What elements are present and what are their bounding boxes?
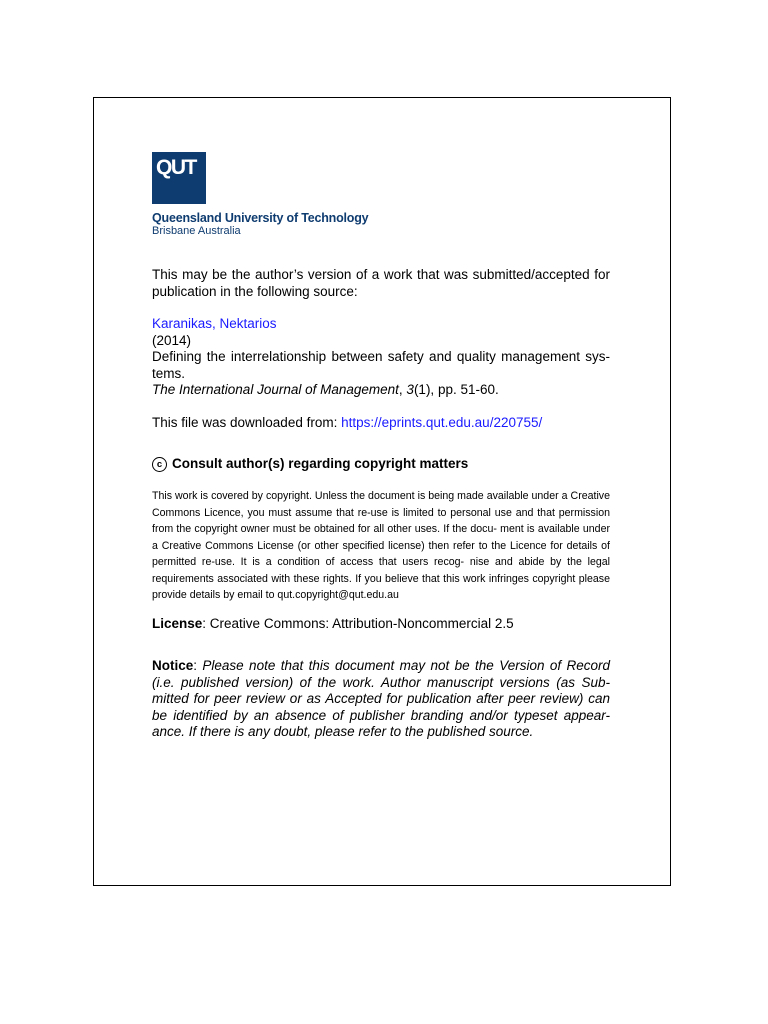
license-separator: :	[202, 615, 210, 631]
intro-statement: This may be the author’s version of a work that was submitted/accepted for publication in the following source:	[152, 267, 610, 299]
university-name: Queensland University of Technology	[152, 211, 369, 225]
journal-name: The International Journal of Management	[152, 382, 399, 397]
copyright-icon: c	[152, 457, 167, 472]
citation-source: The International Journal of Management, 3(1), pp. 51-60.	[152, 382, 499, 397]
journal-issue-pages: (1), pp. 51-60.	[413, 382, 499, 397]
citation-year: (2014)	[152, 332, 192, 348]
cover-page-content	[152, 152, 610, 741]
copyright-body: This work is covered by copyright. Unless the document is being made available under a Creative Commons Licence, you must assume that re-use is limited to personal use and that permission from the copyright owner must be obtained for all other uses. If the docu- ment is available under a Creative Commons License (or other specified license) then refer to the Licence for details of permitted re-use. It is a condition of access that users recog- nise and abide by the legal requirements associated with these rights. If you believe that this work infringes copyright please provide details by email to qut.copyright@qut.edu.au	[152, 490, 610, 601]
copyright-heading-text: Consult author(s) regarding copyright matters	[172, 456, 469, 471]
download-label: This file was downloaded from:	[152, 414, 342, 430]
notice-separator: :	[193, 658, 203, 673]
university-location: Brisbane Australia	[152, 225, 241, 237]
download-line	[152, 415, 610, 432]
license-value: Creative Commons: Attribution-Noncommercial 2.5	[209, 615, 514, 631]
copyright-heading	[152, 456, 610, 472]
qut-logo	[152, 152, 206, 204]
notice-label: Notice	[152, 658, 194, 673]
citation-block	[152, 316, 610, 399]
qut-logo-mark: QUT	[156, 156, 196, 179]
author-link[interactable]: Karanikas, Nektarios	[152, 316, 277, 331]
license-label: License	[152, 615, 203, 631]
notice-text: Please note that this document may not be the Version of Record (i.e. published version) of the work. Author manuscript versions (as Sub- mitted for peer review or as Accepted for publication after peer review) can be identified by an absence of publisher branding and/or typeset appear- ance. If there is any doubt, please refer to the published source.	[152, 658, 610, 739]
journal-volume: 3	[406, 382, 414, 397]
notice-block	[152, 658, 610, 741]
download-url-link[interactable]: https://eprints.qut.edu.au/220755/	[341, 414, 543, 430]
license-line	[152, 616, 610, 633]
citation-title: Defining the interrelationship between safety and quality management sys- tems.	[152, 349, 610, 381]
